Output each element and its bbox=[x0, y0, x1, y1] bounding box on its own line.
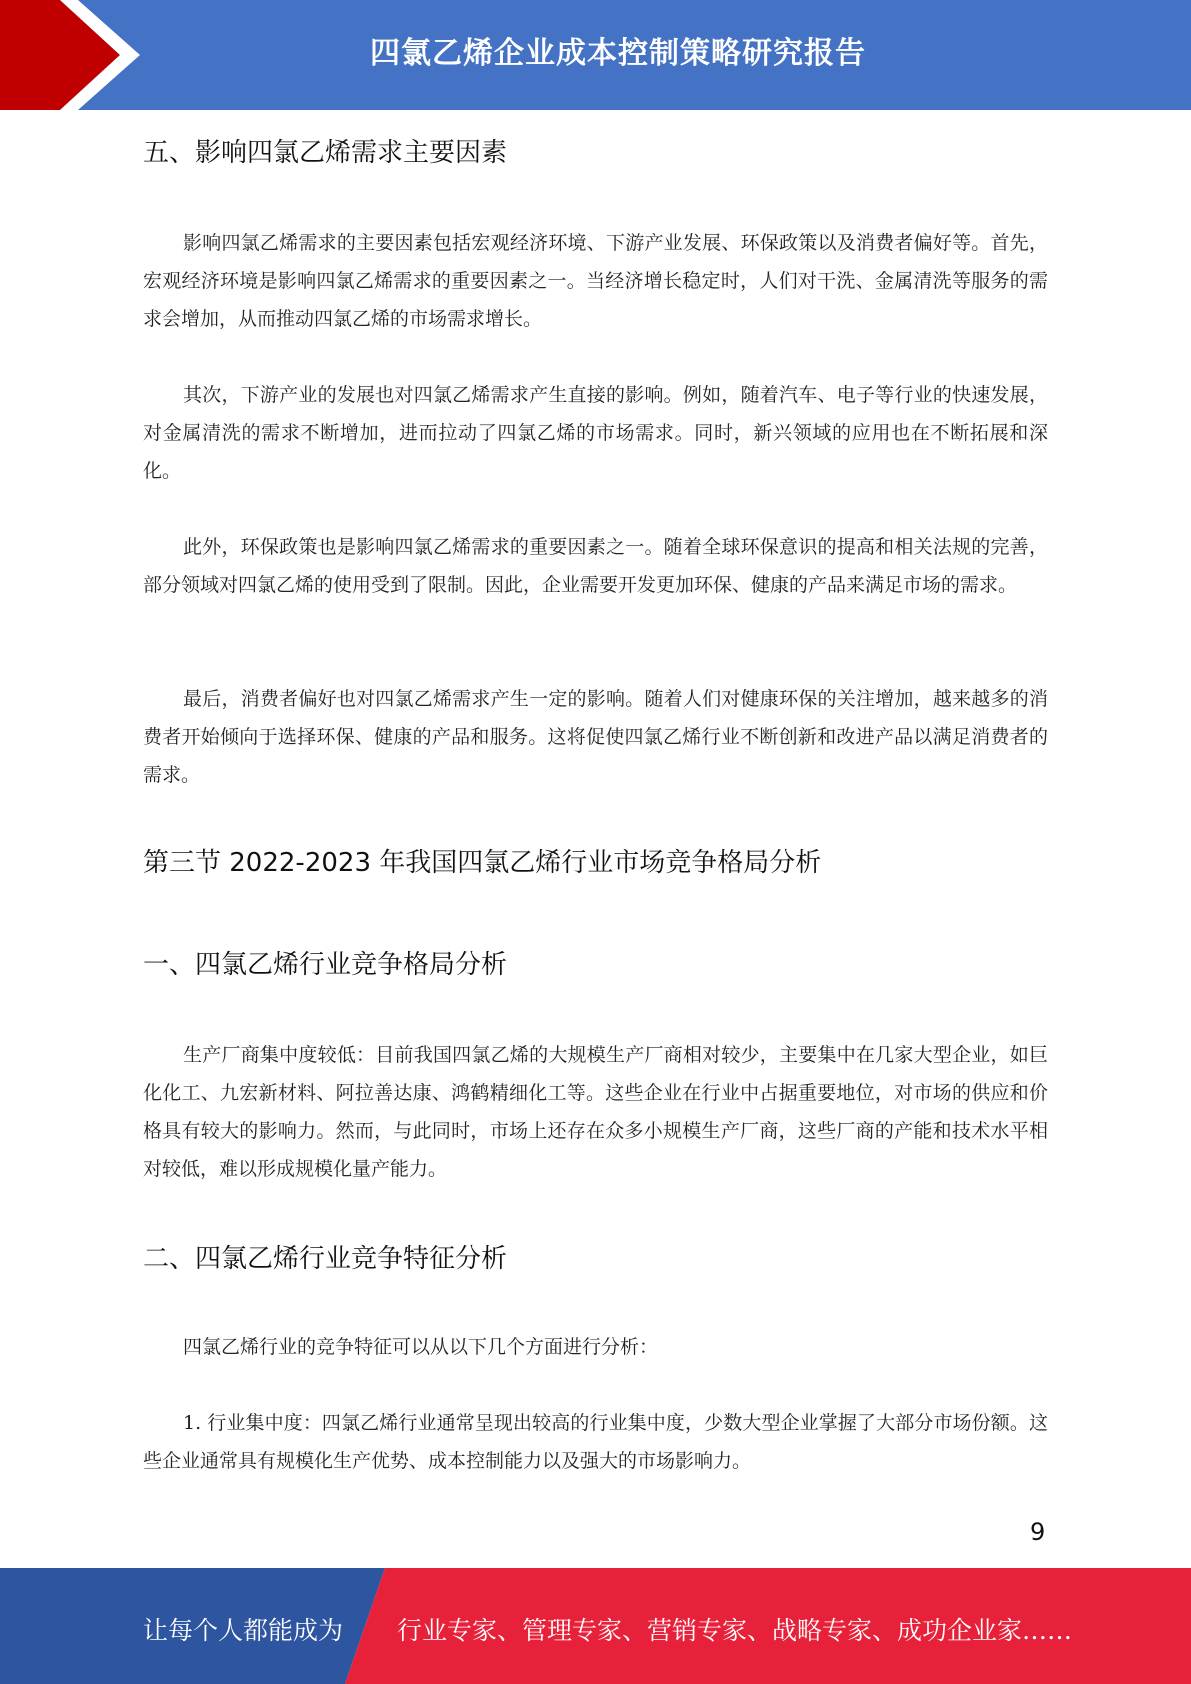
paragraph: 其次，下游产业的发展也对四氯乙烯需求产生直接的影响。例如，随着汽车、电子等行业的快速发展，对金属清洗的需求不断增加，进而拉动了四氯乙烯的市场需求。同时，新兴领域的应用也在不断拓展和深化。 bbox=[143, 384, 1048, 482]
paragraph: 四氯乙烯行业的竞争特征可以从以下几个方面进行分析： bbox=[183, 1336, 659, 1358]
paragraph: 此外，环保政策也是影响四氯乙烯需求的重要因素之一。随着全球环保意识的提高和相关法规的完善，部分领域对四氯乙烯的使用受到了限制。因此，企业需要开发更加环保、健康的产品来满足市场的需求。 bbox=[143, 536, 1048, 596]
chapter-section-heading: 第三节 2022-2023 年我国四氯乙烯行业市场竞争格局分析 bbox=[143, 848, 822, 878]
section-heading-5: 五、影响四氯乙烯需求主要因素 bbox=[143, 138, 508, 168]
footer-bar bbox=[0, 1568, 1191, 1684]
report-title: 四氯乙烯企业成本控制策略研究报告 bbox=[370, 36, 866, 71]
page-number: 9 bbox=[1030, 1518, 1046, 1546]
paragraph: 最后，消费者偏好也对四氯乙烯需求产生一定的影响。随着人们对健康环保的关注增加，越来越多的消费者开始倾向于选择环保、健康的产品和服务。这将促使四氯乙烯行业不断创新和改进产品以满足消费者的需求。 bbox=[143, 688, 1048, 786]
section-heading-2: 二、四氯乙烯行业竞争特征分析 bbox=[143, 1244, 508, 1274]
paragraph: 1. 行业集中度：四氯乙烯行业通常呈现出较高的行业集中度，少数大型企业掌握了大部分市场份额。这些企业通常具有规模化生产优势、成本控制能力以及强大的市场影响力。 bbox=[143, 1412, 1048, 1472]
paragraph: 影响四氯乙烯需求的主要因素包括宏观经济环境、下游产业发展、环保政策以及消费者偏好等。首先，宏观经济环境是影响四氯乙烯需求的重要因素之一。当经济增长稳定时，人们对干洗、金属清洗等服务的需求会增加，从而推动四氯乙烯的市场需求增长。 bbox=[143, 232, 1048, 330]
footer-slogan-right: 行业专家、管理专家、营销专家、战略专家、成功企业家…… bbox=[397, 1616, 1073, 1645]
paragraph: 生产厂商集中度较低：目前我国四氯乙烯的大规模生产厂商相对较少，主要集中在几家大型企业，如巨化化工、九宏新材料、阿拉善达康、鸿鹤精细化工等。这些企业在行业中占据重要地位，对市场的供应和价格具有较大的影响力。然而，与此同时，市场上还存在众多小规模生产厂商，这些厂商的产能和技术水平相对较低，难以形成规模化量产能力。 bbox=[143, 1044, 1048, 1180]
section-heading-1: 一、四氯乙烯行业竞争格局分析 bbox=[143, 950, 508, 980]
footer-slogan-left: 让每个人都能成为 bbox=[143, 1616, 344, 1645]
header-bar bbox=[0, 0, 1191, 110]
